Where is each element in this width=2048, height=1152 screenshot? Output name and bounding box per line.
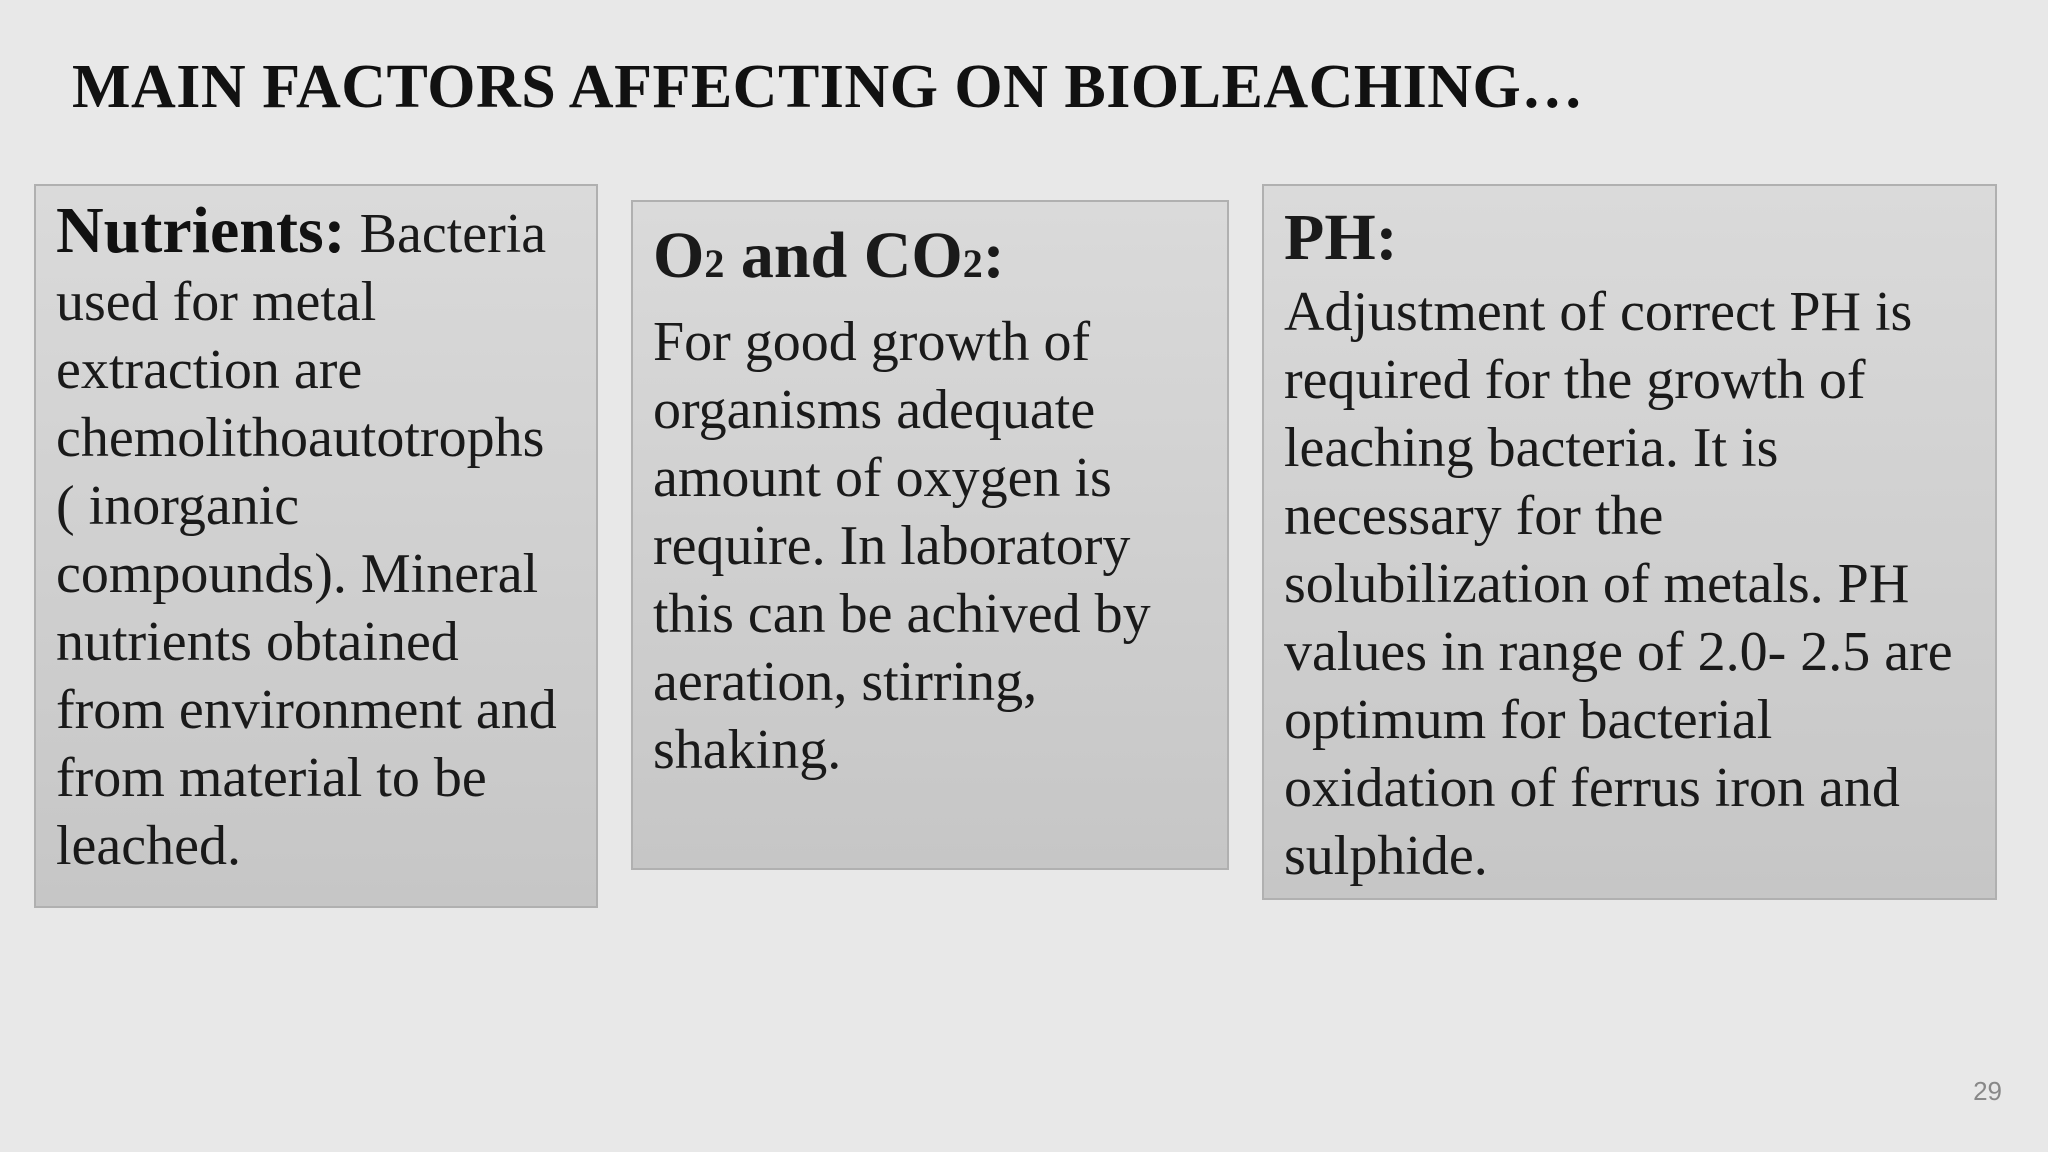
ph-body: Adjustment of correct PH is required for the growth of leaching bacteria. It is necessary for the solubilization of metals. PH values in range of 2.0- 2.5 are optimum for bacterial oxidation of ferrus iron and sulphide. (1284, 281, 1953, 887)
heading-mid: and CO (724, 219, 963, 292)
heading-o: O (653, 219, 705, 292)
oxygen-co2-body: For good growth of organisms adequate amount of oxygen is require. In laboratory this can be achived by aeration, stirring, shaking. (653, 311, 1151, 781)
oxygen-co2-heading (653, 202, 1207, 304)
nutrients-text (56, 186, 576, 880)
heading-sub-2: 2 (962, 241, 983, 286)
ph-heading: PH: (1284, 201, 1398, 274)
heading-end: : (982, 219, 1005, 292)
page-number: 29 (1973, 1076, 2002, 1106)
oxygen-co2-box (631, 200, 1229, 870)
ph-box (1262, 184, 1997, 900)
heading-sub-1: 2 (704, 241, 725, 286)
slide-title: MAIN FACTORS AFFECTING ON BIOLEACHING… (72, 53, 1584, 121)
nutrients-body: Bacteria used for metal extraction are chemolithoautotrophs ( inorganic compounds). Mineral nutrients obtained from environment and from material to be leached. (56, 203, 557, 877)
nutrients-box (34, 184, 598, 908)
nutrients-heading: Nutrients: (56, 194, 346, 267)
